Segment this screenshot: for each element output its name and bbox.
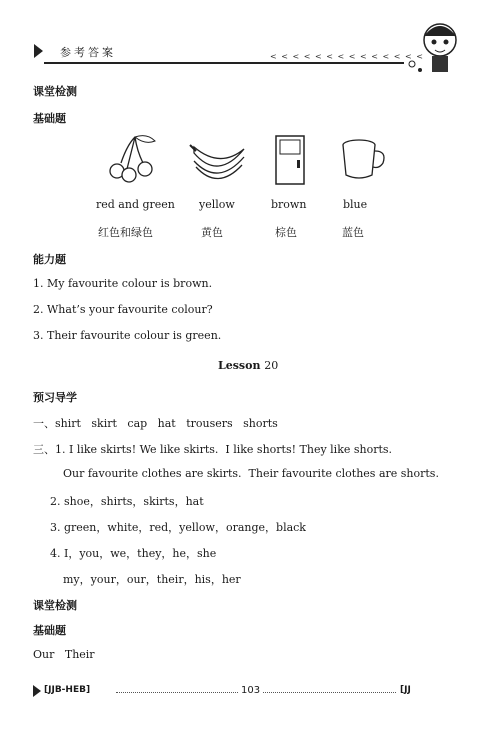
footer-right-tag: [JJ [400,685,411,695]
footer-right-tag-text: JJ [404,685,411,695]
lesson-number: 20 [264,359,279,372]
section-heading: 课堂检测 [33,85,77,98]
cherries-icon [101,133,161,188]
answer-en: blue [343,198,368,211]
answer-en: brown [271,198,307,211]
header-decoration: < < < < < < < < < < < < < < [270,52,424,61]
answer-cn: 红色和绿色 [98,226,153,239]
answer-cn: 蓝色 [342,226,364,239]
answer-line: 1. My favourite colour is brown. [33,277,213,290]
answer-en: yellow [199,198,235,211]
header-arrow-icon [34,44,43,58]
footer-arrow-icon [33,685,41,697]
preview-line: my，your，our，their，his，her [63,573,241,586]
preview-line: 一、shirt skirt cap hat trousers shorts [33,417,278,430]
lesson-title [218,359,278,372]
mascot-icon [400,12,470,80]
ability-heading: 能力题 [33,253,66,266]
answer-en: red and green [96,198,175,211]
footer-left-tag: [JJB-HEB] [44,685,91,695]
page-number: 103 [238,685,263,696]
preview-line: Our favourite clothes are skirts. Their favourite clothes are shorts. [63,467,439,480]
section-subheading: 基础题 [33,112,66,125]
preview-line: 4. I，you，we，they，he，she [50,547,217,560]
preview-line: 三、1. I like skirts! We like skirts. I like shorts! They like shorts. [33,443,393,456]
footer-left-tag-text: JJB-HEB [48,685,86,695]
header-title: 参考答案 [60,46,116,59]
answer-line: Our Their [33,648,95,661]
section-heading: 课堂检测 [33,599,77,612]
preview-line: 2. shoe，shirts，skirts，hat [50,495,204,508]
answer-line: 2. What’s your favourite colour? [33,303,213,316]
lesson-label: Lesson [218,359,261,372]
preview-line: 3. green，white，red，yellow，orange，black [50,521,306,534]
header-rule [44,62,404,64]
cup-icon [339,137,389,183]
section-subheading: 基础题 [33,624,66,637]
bananas-icon [188,135,248,185]
door-icon [274,134,308,188]
answer-line: 3. Their favourite colour is green. [33,329,222,342]
answer-cn: 棕色 [275,226,297,239]
answer-cn: 黄色 [201,226,223,239]
preview-heading: 预习导学 [33,391,77,404]
